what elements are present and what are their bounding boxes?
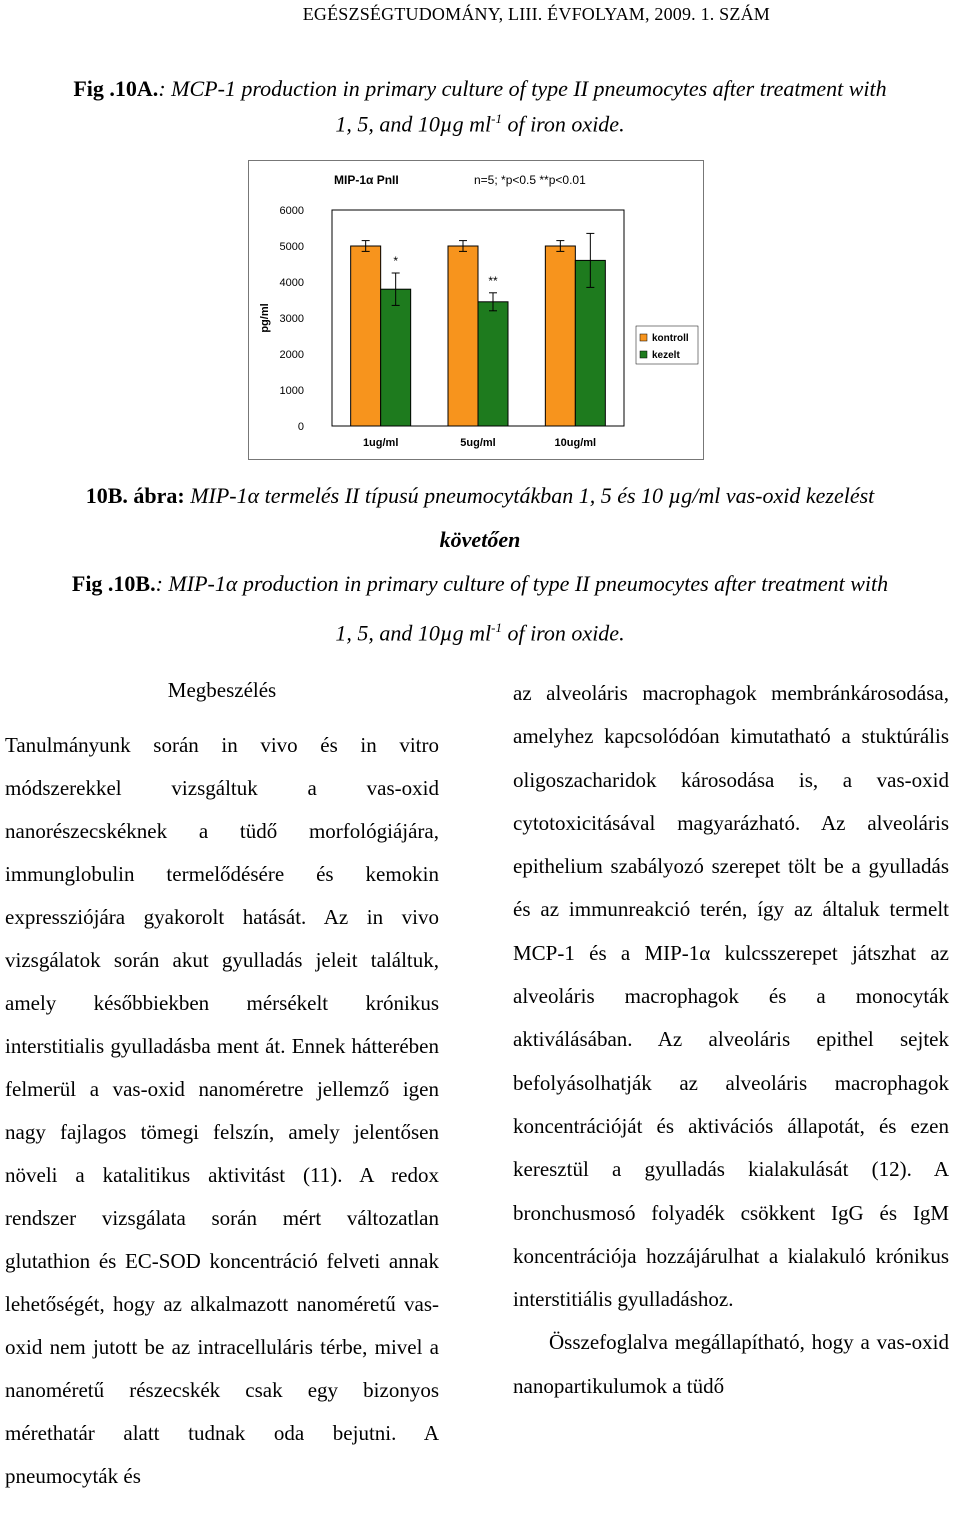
chart-note: n=5; *p<0.5 **p<0.01 — [474, 173, 586, 187]
x-tick-label: 1ug/ml — [362, 437, 399, 449]
x-tick-label: 10ug/ml — [554, 437, 597, 449]
caption-text-line2: követően — [439, 527, 521, 552]
running-head: EGÉSZSÉGTUDOMÁNY, LIII. ÉVFOLYAM, 2009. 1. SZÁM — [302, 4, 770, 24]
x-tick-label: 5ug/ml — [460, 437, 496, 449]
left-column — [5, 672, 439, 1498]
legend-label: kezelt — [652, 350, 680, 361]
figure-10b-caption-hungarian — [0, 474, 960, 562]
bar-kontroll — [545, 246, 575, 426]
legend-swatch — [640, 351, 647, 358]
discussion-paragraph: az alveoláris macrophagok membránkárosodása, amelyhez kapcsolódóan kimutatható a stuktúrális oligoszacharidok károsodása is, a vas-oxid cytotoxicitásával magyarázható. Az alveoláris epithelium szabályozó szerepet tölt be a gyulladás és az immunreakció terén, így az általuk termelt MCP-1 és a MIP-1α kulcsszerepet játszhat az alveoláris macrophagok és a monocyták aktiválásában. Az alveoláris epithel sejtek befolyásolhatják az alveoláris macrophagok koncentrációját és aktivációs állapotát, és ezen keresztül a gyulladás kialakulását (12). A bronchusmosó folyadék csökkent IgG és IgM koncentrációja hozzájárulhat a kialakuló krónikus interstitiális gyulladáshoz. — [513, 681, 949, 1312]
caption-text-line2: 1, 5, and 10µg ml — [335, 111, 492, 137]
y-tick-label: 4000 — [279, 277, 304, 289]
significance-marker: * — [393, 254, 399, 268]
caption-text-end: of iron oxide. — [501, 620, 625, 646]
bar-kontroll — [448, 246, 478, 426]
y-tick-label: 6000 — [279, 205, 304, 217]
y-axis-label: pg/ml — [259, 303, 271, 333]
bar-kezelt — [381, 289, 411, 426]
figure-10b-caption-english — [0, 562, 960, 655]
legend-swatch — [640, 334, 647, 341]
legend-label: kontroll — [652, 333, 689, 344]
figure-10a-caption — [0, 74, 960, 139]
y-tick-label: 3000 — [279, 313, 304, 325]
caption-text: : MCP-1 production in primary culture of type II pneumocytes after treatment with — [158, 76, 887, 101]
bar-kezelt — [478, 302, 508, 426]
y-tick-label: 5000 — [279, 241, 304, 253]
caption-label: 10B. ábra: — [85, 483, 185, 508]
caption-label: Fig .10B. — [71, 571, 156, 596]
caption-text-line2: 1, 5, and 10µg ml — [335, 620, 492, 646]
y-tick-label: 0 — [297, 421, 304, 433]
right-column — [513, 672, 949, 1408]
chart-svg — [248, 160, 704, 460]
y-tick-label: 1000 — [279, 385, 304, 397]
caption-superscript: -1 — [491, 111, 502, 126]
bar-kontroll — [351, 246, 381, 426]
chart-title: MIP-1α PnII — [334, 173, 399, 187]
discussion-paragraph: Tanulmányunk során in vivo és in vitro módszerekkel vizsgáltuk a vas-oxid nanorészecskéknek a tüdő morfológiájára, immunglobulin termelődésére és kemokin expressziójára gyakorolt hatását. Az in vivo vizsgálatok során akut gyulladás jeleit találtuk, amely későbbiekben mérsékelt krónikus interstitialis gyulladásba ment át. Ennek hátterében felmerül a vas-oxid nanoméretre jellemző igen nagy fajlagos tömegi felszín, amely jelentősen növeli a katalitikus aktivitást (11). A redox rendszer vizsgálata során mért változatlan glutathion és EC-SOD koncentráció felveti annak lehetőségét, hogy az alkalmazott nanoméretű vas-oxid nem jutott be az intracelluláris térbe, mivel a nanoméretű részecskék csak egy bizonyos mérethatár alatt tudnak oda bejutni. A pneumocyták és — [5, 733, 439, 1488]
caption-text: : MIP-1α production in primary culture of type II pneumocytes after treatment with — [155, 571, 889, 596]
y-tick-label: 2000 — [279, 349, 304, 361]
caption-text: MIP-1α termelés II típusú pneumocytákban 1, 5 és 10 µg/ml vas-oxid kezelést — [184, 483, 875, 508]
caption-superscript: -1 — [491, 620, 502, 635]
significance-marker: ** — [488, 273, 498, 288]
mip1a-bar-chart — [248, 160, 704, 460]
caption-label: Fig .10A. — [73, 76, 159, 101]
caption-text-end: of iron oxide. — [501, 111, 625, 137]
section-heading: Megbeszélés — [167, 678, 277, 702]
summary-paragraph: Összefoglalva megállapítható, hogy a vas-oxid nanopartikulumok a tüdő — [513, 1330, 949, 1398]
